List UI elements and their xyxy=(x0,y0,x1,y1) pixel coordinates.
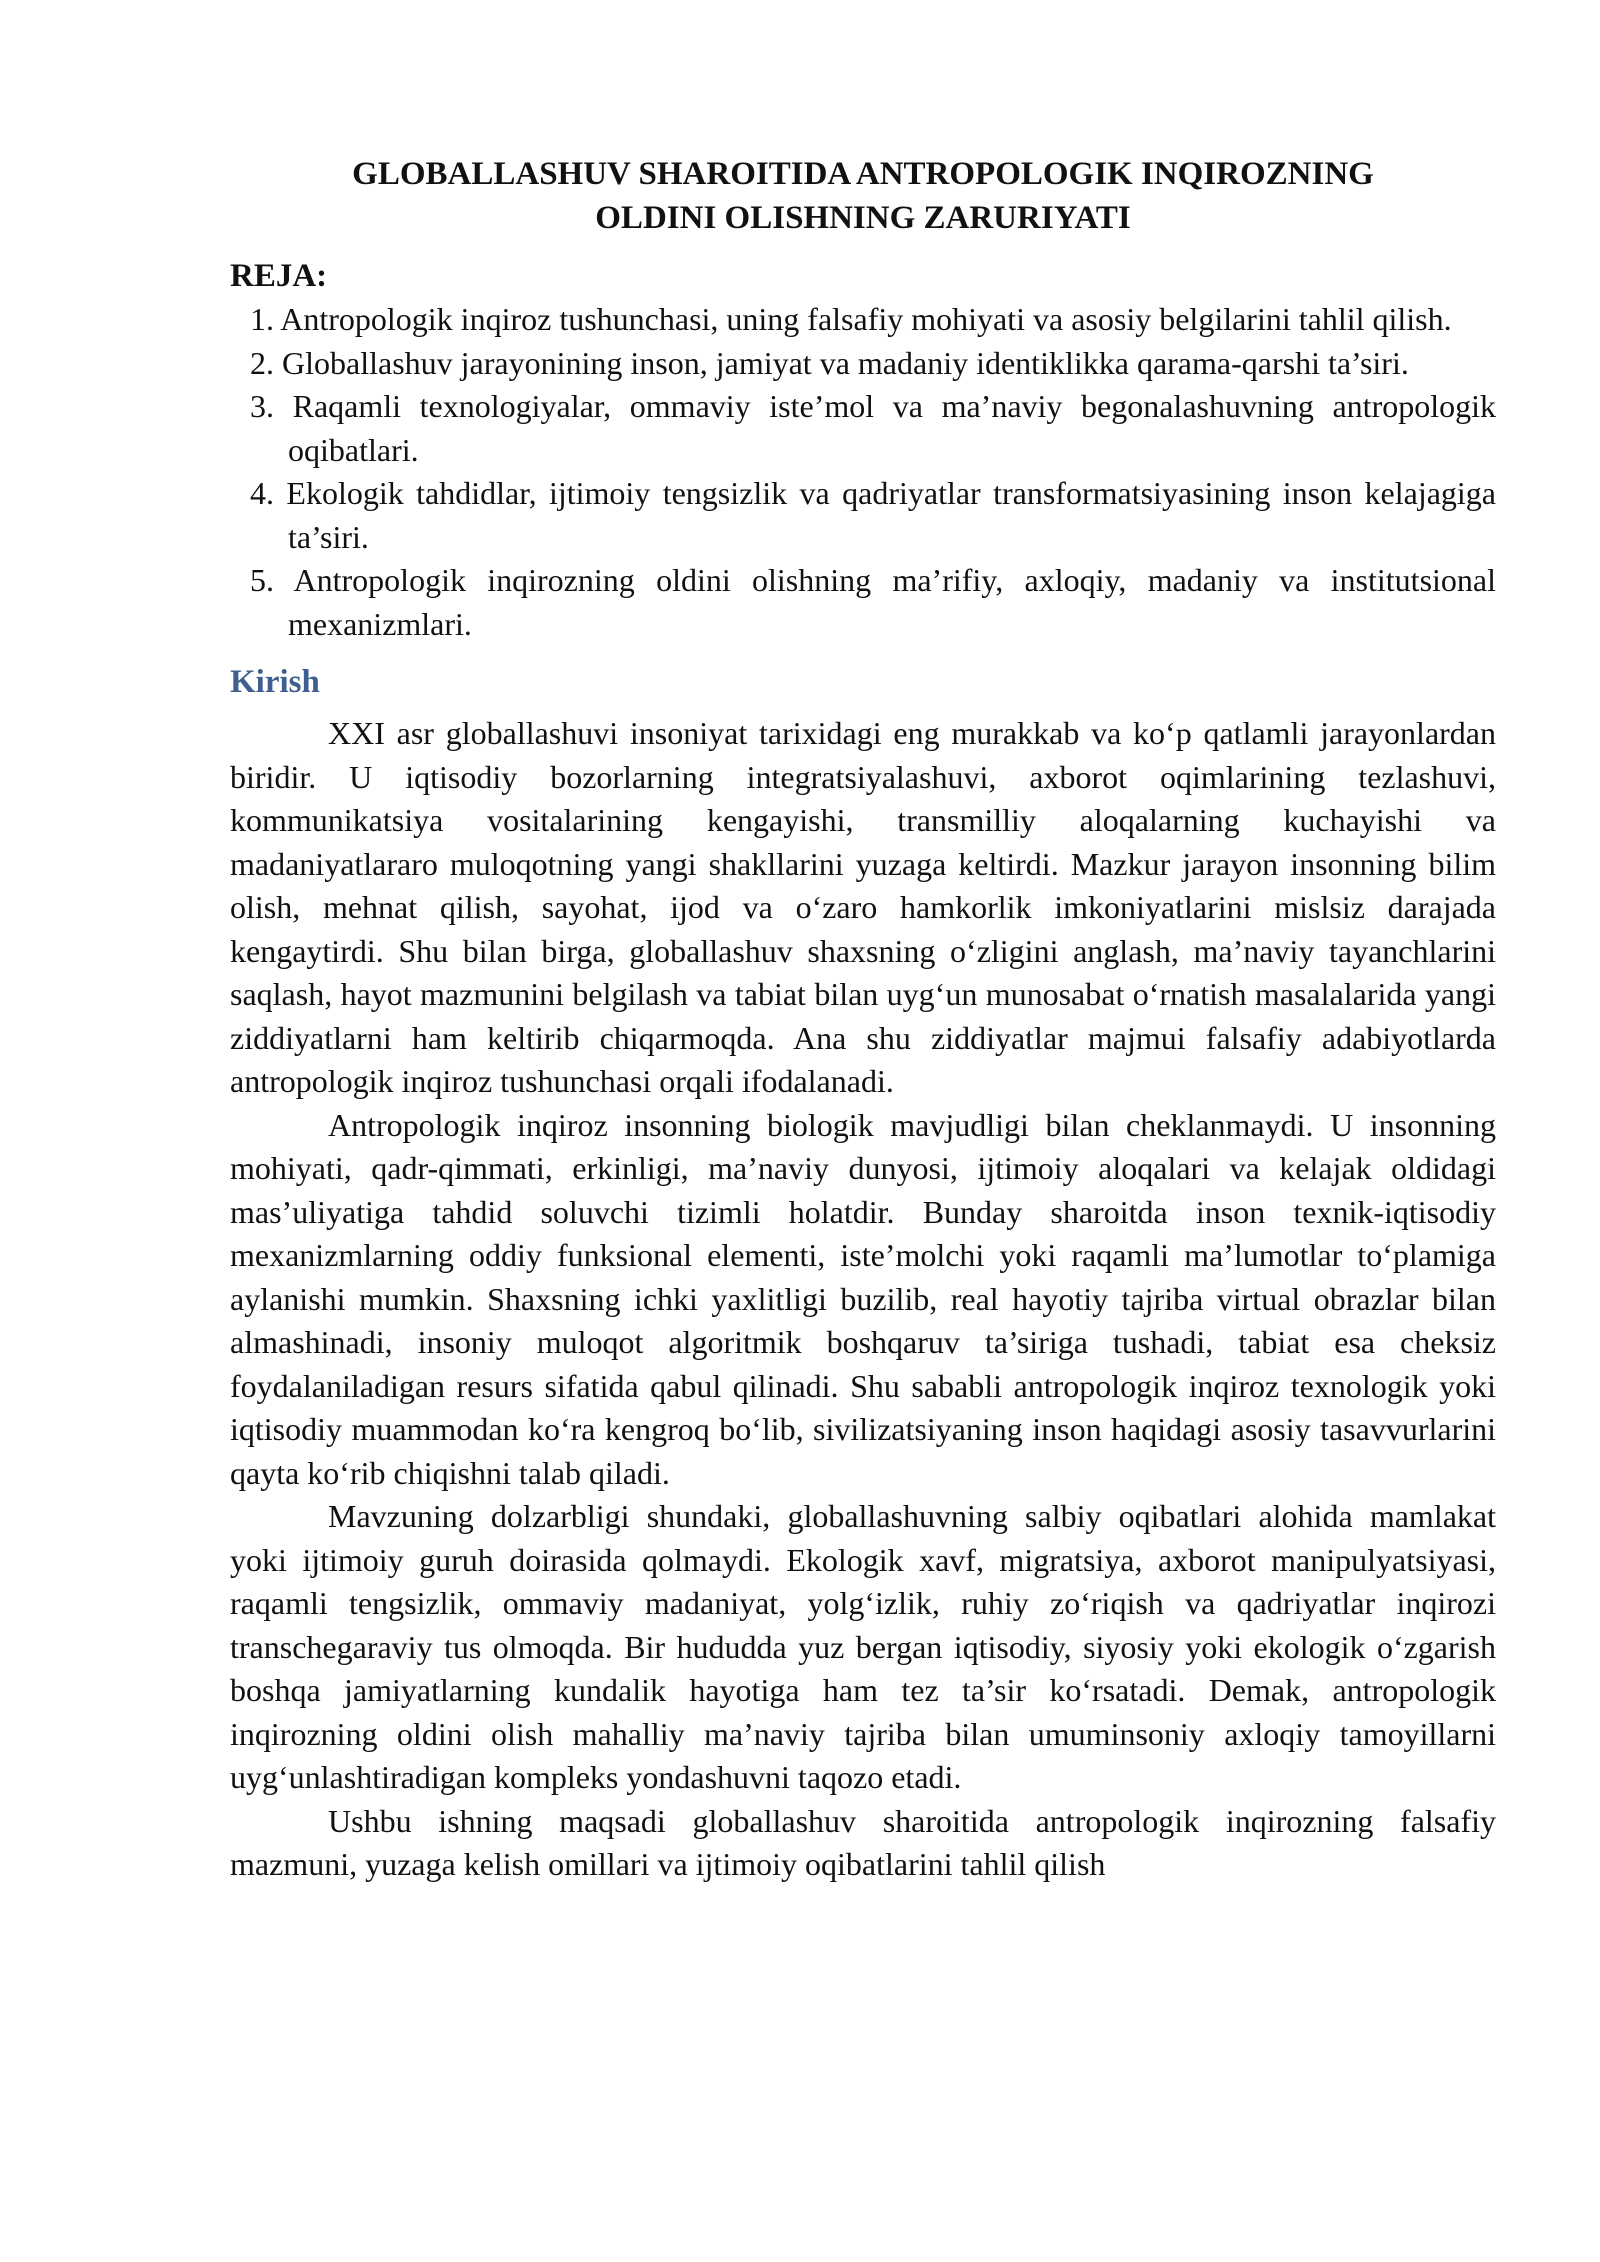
paragraph-4: Ushbu ishning maqsadi globallashuv sharoitida antropologik inqirozning falsafiy mazmuni, yuzaga kelish omillari va ijtimoiy oqibatlarini tahlil qilish xyxy=(230,1802,1496,1882)
paragraph-1: XXI asr globallashuvi insoniyat tarixidagi eng murakkab va ko‘p qatlamli jarayonlardan biridir. U iqtisodiy bozorlarning integratsiyalashuvi, axborot oqimlarining tezlashuvi, kommunikatsiya vositalarining kengayishi, transmilliy aloqalarning kuchayishi va madaniyatlararo muloqotning yangi shakllarini yuzaga keltirdi. Mazkur jarayon insonning bilim olish, mehnat qilish, sayohat, ijod va o‘zaro hamkorlik imkoniyatlarini mislsiz darajada kengaytirdi. Shu bilan birga, globallashuv shaxsning o‘zligini anglash, ma’naviy tayanchlarini saqlash, hayot mazmunini belgilash va tabiat bilan uyg‘un munosabat o‘rnatish masalalarida yangi ziddiyatlarni ham keltirib chiqarmoqda. Ana shu ziddiyatlar majmui falsafiy adabiyotlarda antropologik inqiroz tushunchasi orqali ifodalanadi. xyxy=(230,715,1496,1099)
plan-list xyxy=(230,298,1496,646)
plan-heading: REJA: xyxy=(230,258,328,294)
plan-item-2: 2. Globallashuv jarayonining inson, jamiyat va madaniy identiklikka qarama-qarshi ta’siri. xyxy=(250,344,1409,381)
plan-item-1: 1. Antropologik inqiroz tushunchasi, uning falsafiy mohiyati va asosiy belgilarini tahlil qilish. xyxy=(250,301,1452,337)
document-title xyxy=(230,152,1496,240)
paragraph-3: Mavzuning dolzarbligi shundaki, globallashuvning salbiy oqibatlari alohida mamlakat yoki ijtimoiy guruh doirasida qolmaydi. Ekologik xavf, migratsiya, axborot manipulyatsiyasi, raqamli tengsizlik, ommaviy madaniyat, yolg‘izlik, ruhiy zo‘riqish va qadriyatlar inqirozi transchegaraviy tus olmoqda. Bir hududda yuz bergan iqtisodiy, siyosiy yoki ekologik o‘zgarish boshqa jamiyatlarning kundalik hayotiga ham tez ta’sir ko‘rsatadi. Demak, antropologik inqirozning oldini olish mahalliy ma’naviy tajriba bilan umuminsoniy axloqiy tamoyillarni uyg‘unlashtiradigan kompleks yondashuvni taqozo etadi. xyxy=(230,1498,1496,1795)
document-page xyxy=(230,152,1496,1887)
title-line-2: OLDINI OLISHNING ZARURIYATI xyxy=(595,200,1131,236)
plan-item-5: 5. Antropologik inqirozning oldini olishning ma’rifiy, axloqiy, madaniy va institutsional mexanizmlari. xyxy=(250,562,1496,642)
plan-item-4: 4. Ekologik tahdidlar, ijtimoiy tengsizlik va qadriyatlar transformatsiyasining inson kelajagiga ta’siri. xyxy=(250,475,1496,555)
intro-heading: Kirish xyxy=(230,664,320,700)
paragraph-2: Antropologik inqiroz insonning biologik mavjudligi bilan cheklanmaydi. U insonning mohiyati, qadr-qimmati, erkinligi, ma’naviy dunyosi, ijtimoiy aloqalari va kelajak oldidagi mas’uliyatiga tahdid soluvchi tizimli holatdir. Bunday sharoitda inson texnik-iqtisodiy mexanizmlarning oddiy funksional elementi, iste’molchi yoki raqamli ma’lumotlar to‘plamiga aylanishi mumkin. Shaxsning ichki yaxlitligi buzilib, real hayotiy tajriba virtual obrazlar bilan almashinadi, insoniy muloqot algoritmik boshqaruv ta’siriga tushadi, tabiat esa cheksiz foydalaniladigan resurs sifatida qabul qilinadi. Shu sababli antropologik inqiroz texnologik yoki iqtisodiy muammodan ko‘ra kengroq bo‘lib, sivilizatsiyaning inson haqidagi asosiy tasavvurlarini qayta ko‘rib chiqishni talab qiladi. xyxy=(230,1106,1496,1491)
plan-item-3: 3. Raqamli texnologiyalar, ommaviy iste’mol va ma’naviy begonalashuvning antropologik oqibatlari. xyxy=(250,388,1496,468)
title-line-1: GLOBALLASHUV SHAROITIDA ANTROPOLOGIK INQIROZNING xyxy=(352,156,1374,192)
